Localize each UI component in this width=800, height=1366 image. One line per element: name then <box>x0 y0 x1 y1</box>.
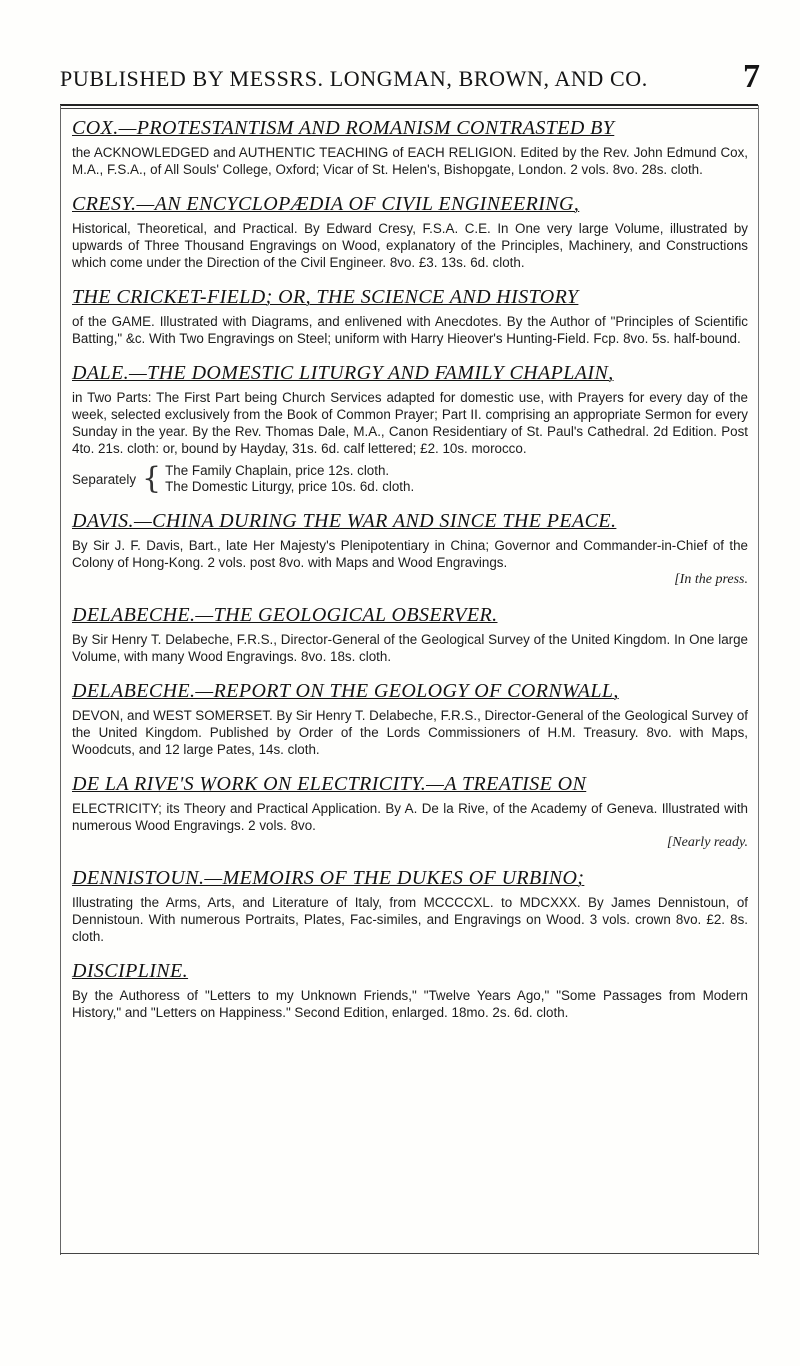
entry-note: [In the press. <box>674 572 748 587</box>
entry-body: Historical, Theoretical, and Practical. By Edward Cresy, F.S.A. C.E. In One very large Volume, illustrated by upwards of Three Thousand Engravings on Wood, explanatory of the Principles, Machinery, and Constructions which come under the Direction of the Civil Engineer. 8vo. £3. 13s. 6d. cloth. <box>72 221 748 270</box>
entry-body: By Sir J. F. Davis, Bart., late Her Majesty's Plenipotentiary in China; Governor and Commander-in-Chief of the Colony of Hong-Kong. 2 vols. post 8vo. with Maps and Wood Engravings. <box>72 538 748 570</box>
page-header <box>60 60 760 100</box>
running-head: PUBLISHED BY MESSRS. LONGMAN, BROWN, AND CO. <box>60 66 648 91</box>
entry-dale <box>72 361 748 495</box>
entry-body: DEVON, and WEST SOMERSET. By Sir Henry T. Delabeche, F.R.S., Director-General of the Geological Survey of the United Kingdom. Published by Order of the Lords Commissioners of H.M. Treasury. 8vo. with Maps, Woodcuts, and 12 large Pates, 14s. cloth. <box>72 708 748 757</box>
entry-body: the ACKNOWLEDGED and AUTHENTIC TEACHING of EACH RELIGION. Edited by the Rev. John Edmund Cox, M.A., F.S.A., of All Souls' College, Oxford; Vicar of St. Helen's, Bishopgate, London. 2 vols. 8vo. 28s. cloth. <box>72 145 748 177</box>
entry-body: Illustrating the Arms, Arts, and Literature of Italy, from MCCCCXL. to MDCXXX. By James Dennistoun, of Dennistoun. With numerous Portraits, Plates, Fac-similes, and Engravings on Wood. 3 vols. crown 8vo. £2. 8s. cloth. <box>72 895 748 944</box>
entry-title: DELABECHE.—THE GEOLOGICAL OBSERVER. <box>72 604 498 626</box>
entry-dennistoun <box>72 866 748 945</box>
entry-title: DENNISTOUN.—MEMOIRS OF THE DUKES OF URBINO; <box>72 867 585 889</box>
entry-body: By Sir Henry T. Delabeche, F.R.S., Director-General of the Geological Survey of the United Kingdom. In One large Volume, with many Wood Engravings. 8vo. 18s. cloth. <box>72 632 748 664</box>
entry-title: COX.—PROTESTANTISM AND ROMANISM CONTRASTED BY <box>72 117 615 139</box>
footer-rule <box>60 1253 758 1254</box>
entry-note: [Nearly ready. <box>666 835 748 850</box>
right-border <box>758 105 759 1255</box>
brace-icon: { <box>142 461 162 496</box>
entry-delabeche-observer <box>72 603 748 665</box>
entry-title: DISCIPLINE. <box>72 960 189 982</box>
entry-cricket-field <box>72 285 748 347</box>
entry-delabeche-report <box>72 679 748 758</box>
left-border <box>60 105 61 1255</box>
entry-title: THE CRICKET-FIELD; OR, THE SCIENCE AND HISTORY <box>72 286 579 308</box>
separately-block <box>72 463 748 495</box>
entry-cresy <box>72 192 748 271</box>
entry-title: DE LA RIVE'S WORK ON ELECTRICITY.—A TREATISE ON <box>72 773 587 795</box>
entry-title: DAVIS.—CHINA DURING THE WAR AND SINCE THE PEACE. <box>72 510 617 532</box>
separately-label: Separately <box>72 471 137 487</box>
entry-cox <box>72 116 748 178</box>
entry-body: By the Authoress of "Letters to my Unknown Friends," "Twelve Years Ago," "Some Passages from Modern History," and "Letters on Happiness." Second Edition, enlarged. 18mo. 2s. 6d. cloth. <box>72 988 748 1020</box>
entry-title: DELABECHE.—REPORT ON THE GEOLOGY OF CORNWALL, <box>72 680 619 702</box>
catalogue-entries <box>72 116 748 1035</box>
entry-body: of the GAME. Illustrated with Diagrams, and enlivened with Anecdotes. By the Author of "Principles of Scientific Batting," &c. With Two Engravings on Steel; uniform with Harry Hieover's Hunting-Field. Fcp. 8vo. 5s. half-bound. <box>72 314 748 346</box>
entry-body: in Two Parts: The First Part being Church Services adapted for domestic use, with Prayers for every day of the week, selected exclusively from the Book of Common Prayer; Part II. comprising an appropriate Sermon for every Sunday in the year. By the Rev. Thomas Dale, M.A., Canon Residentiary of St. Paul's Cathedral. 2d Edition. Post 4to. 21s. cloth: or, bound by Hayday, 31s. 6d. calf lettered; £2. 10s. morocco. <box>72 390 748 456</box>
entry-discipline <box>72 959 748 1021</box>
header-rule <box>60 104 758 106</box>
separately-item: The Domestic Liturgy, price 10s. 6d. cloth. <box>165 479 415 494</box>
separately-items <box>165 463 414 495</box>
page-number: 7 <box>743 58 760 95</box>
entry-body: ELECTRICITY; its Theory and Practical Application. By A. De la Rive, of the Academy of Geneva. Illustrated with numerous Wood Engravings. 2 vols. 8vo. <box>72 801 748 833</box>
entry-de-la-rive <box>72 772 748 852</box>
entry-title: CRESY.—AN ENCYCLOPÆDIA OF CIVIL ENGINEERING, <box>72 193 580 215</box>
entry-davis <box>72 509 748 589</box>
entry-title: DALE.—THE DOMESTIC LITURGY AND FAMILY CHAPLAIN, <box>72 362 614 384</box>
header-rule-thin <box>60 108 758 109</box>
separately-item: The Family Chaplain, price 12s. cloth. <box>165 463 390 478</box>
